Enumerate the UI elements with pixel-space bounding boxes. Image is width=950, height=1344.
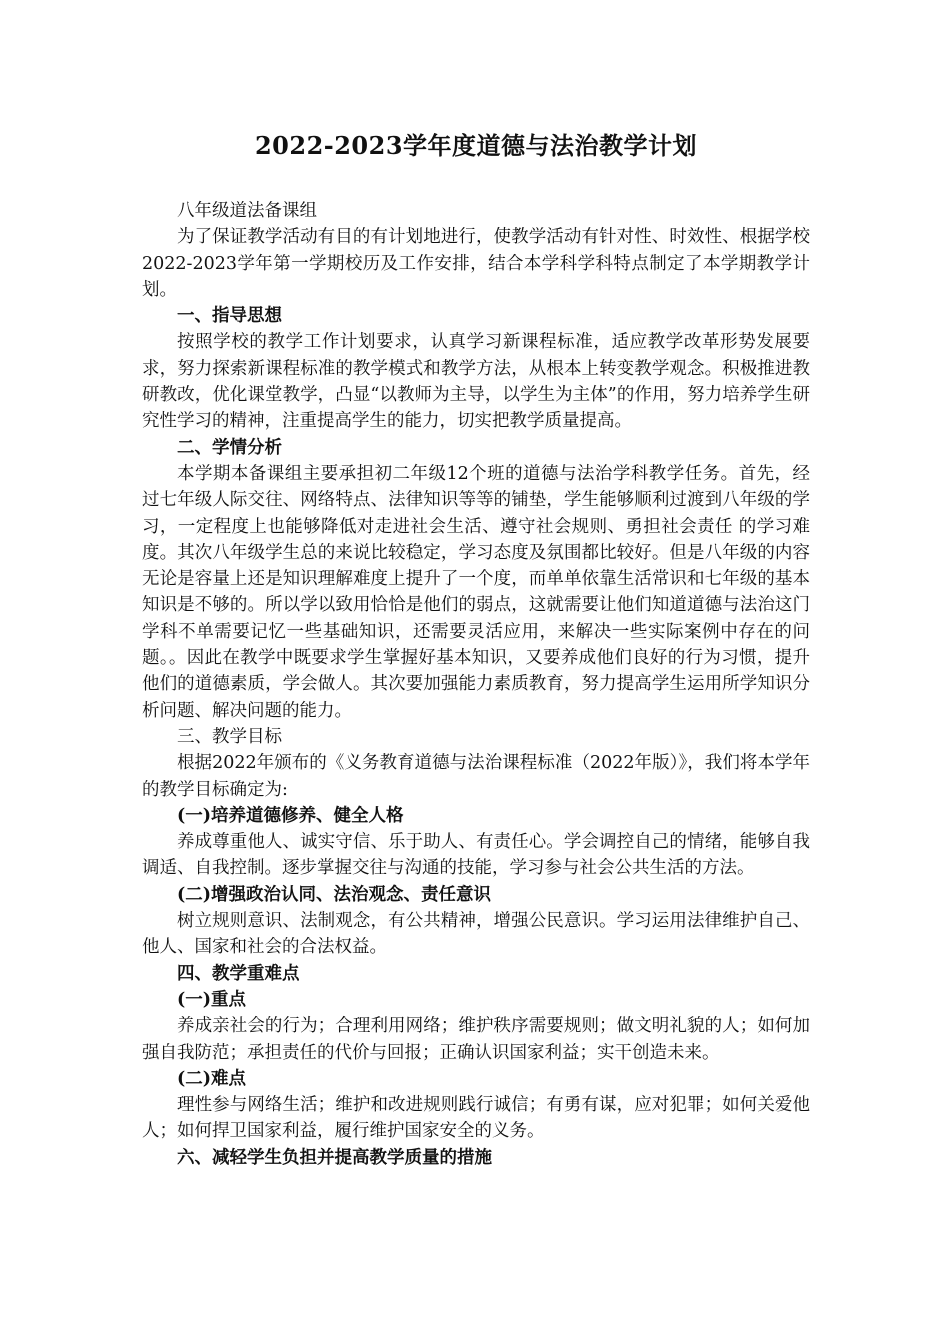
section-heading-teaching-goals: 三、教学目标 xyxy=(177,726,282,747)
subsection-heading-difficult-points: (二)难点 xyxy=(177,1068,247,1089)
author-line: 八年级道法备课组 xyxy=(177,201,317,221)
intro-paragraph: 为了保证教学活动有目的有计划地进行，使教学活动有针对性、时效性、根据学校2022-2023学年第一学期校历及工作安排，结合本学科学科特点制定了本学期教学计划。 xyxy=(142,227,810,300)
section-body-teaching-goals: 根据2022年颁布的《义务教育道德与法治课程标准（2022年版）》，我们将本学年的教学目标确定为: xyxy=(142,753,810,800)
document-page xyxy=(142,128,810,1171)
section-heading-student-analysis: 二、学情分析 xyxy=(177,437,282,458)
section-heading-guiding-ideology: 一、指导思想 xyxy=(177,306,282,327)
subsection-body-key-points: 养成亲社会的行为；合理利用网络；维护秩序需要规则；做文明礼貌的人；如何加强自我防范；承担责任的代价与回报；正确认识国家利益；实干创造未来。 xyxy=(142,1016,810,1063)
subsection-heading-political-identity: (二)增强政治认同、法治观念、责任意识 xyxy=(177,884,492,905)
section-heading-measures: 六、减轻学生负担并提高教学质量的措施 xyxy=(177,1147,492,1168)
section-heading-key-difficult-points: 四、教学重难点 xyxy=(177,963,300,984)
subsection-body-moral-cultivation: 养成尊重他人、诚实守信、乐于助人、有责任心。学会调控自己的情绪，能够自我调适、自我控制。逐步掌握交往与沟通的技能，学习参与社会公共生活的方法。 xyxy=(142,832,810,879)
document-title: 2022-2023学年度道德与法治教学计划 xyxy=(254,131,698,160)
subsection-heading-key-points: (一)重点 xyxy=(177,989,247,1010)
subsection-body-difficult-points: 理性参与网络生活；维护和改进规则践行诚信；有勇有谋，应对犯罪；如何关爱他人；如何捍卫国家利益，履行维护国家安全的义务。 xyxy=(142,1095,810,1142)
section-body-student-analysis: 本学期本备课组主要承担初二年级12个班的道德与法治学科教学任务。首先，经过七年级人际交往、网络特点、法律知识等等的铺垫，学生能够顺利过渡到八年级的学习，一定程度上也能够降低对走进社会生活、遵守社会规则、勇担社会责任 的学习难度。其次八年级学生总的来说比较稳定，学习态度及氛围都比较好。但是八年级的内容无论是容量上还是知识理解难度上提升了一个度，而单单依靠生活常识和七年级的基本知识是不够的。所以学以致用恰恰是他们的弱点，这就需要让他们知道道德与法治这门学科不单需要记忆一些基础知识，还需要灵活应用，来解决一些实际案例中存在的问题。。因此在教学中既要求学生掌握好基本知识，又要养成他们良好的行为习惯，提升他们的道德素质，学会做人。其次要加强能力素质教育，努力提高学生运用所学知识分析问题、解决问题的能力。 xyxy=(142,463,810,721)
section-body-guiding-ideology: 按照学校的教学工作计划要求，认真学习新课程标准，适应教学改革形势发展要求，努力探索新课程标准的教学模式和教学方法，从根本上转变教学观念。积极推进教研教改，优化课堂教学，凸显“以教师为主导，以学生为主体”的作用，努力培养学生研究性学习的精神，注重提高学生的能力，切实把教学质量提高。 xyxy=(142,332,810,432)
subsection-heading-moral-cultivation: (一)培养道德修养、健全人格 xyxy=(177,805,404,826)
subsection-body-political-identity: 树立规则意识、法制观念，有公共精神，增强公民意识。学习运用法律维护自己、他人、国家和社会的合法权益。 xyxy=(142,911,810,958)
